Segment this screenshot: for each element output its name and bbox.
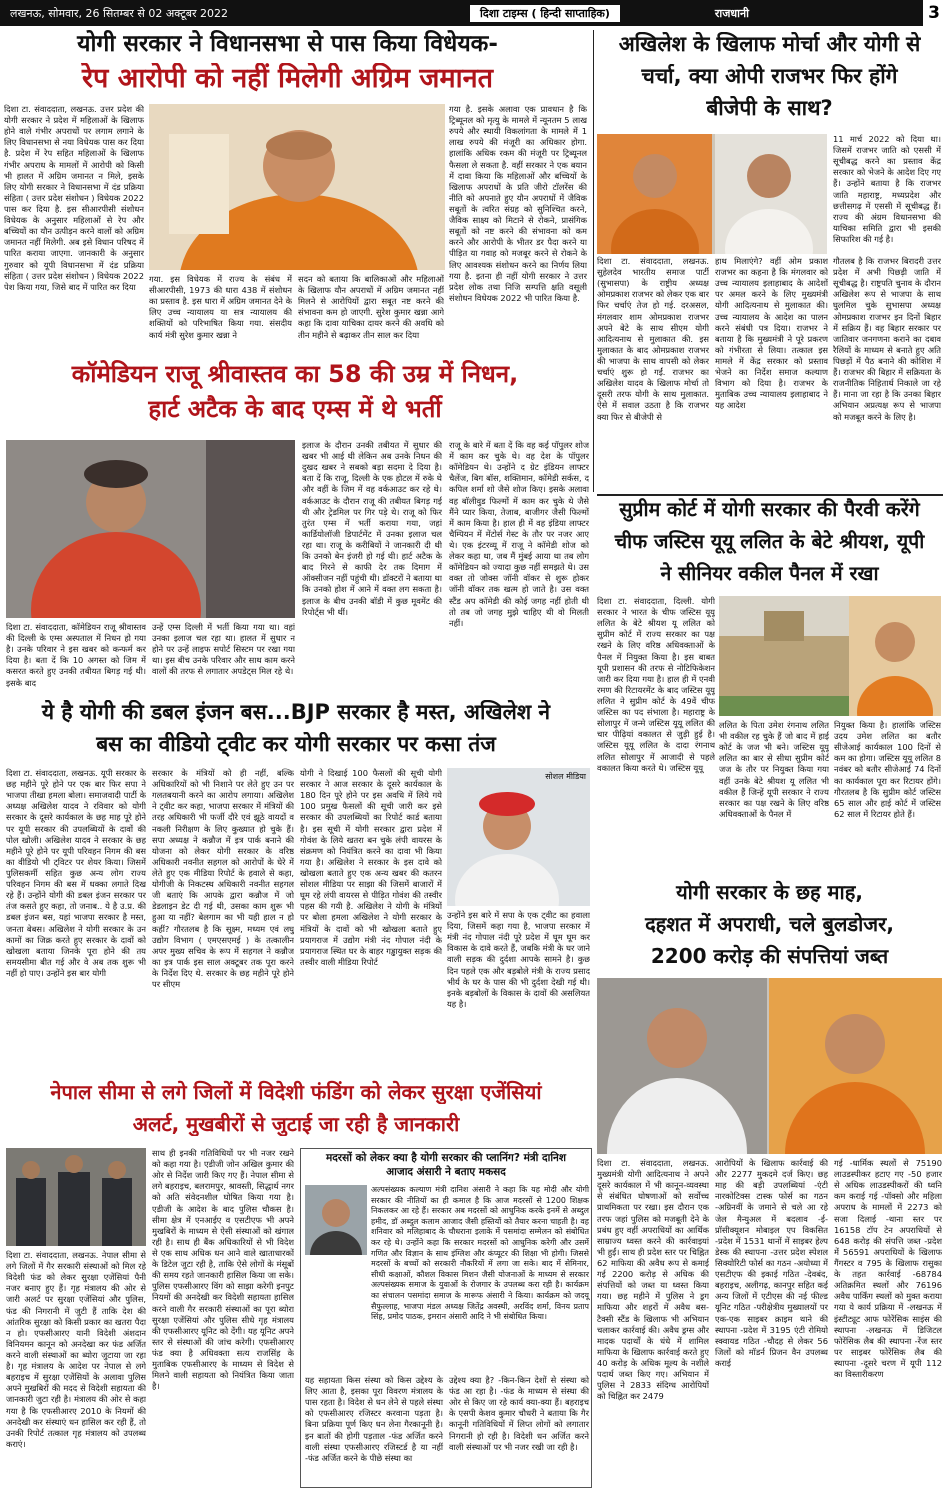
nia-officers-photo-icon [6,1148,146,1246]
masthead: दिशा टाइम्स ( हिन्दी साप्ताहिक) [470,5,620,22]
yogi-portrait-icon [149,104,445,270]
story3-photo [6,440,295,618]
story3-headline-1: कॉमेडियन राजू श्रीवास्तव का 58 की उम्र में निधन, [71,360,519,388]
story1-photo [149,104,445,270]
story1-headline-1: योगी सरकार ने विधानसभा से पास किया विधेयक- [77,31,498,57]
story4-column-1: दिशा टा. संवाददाता, दिल्ली. योगी सरकार ने भारत के चीफ जस्टिस यूयू ललित के बेटे श्रीयश यू ललित को सुप्रीम कोर्ट में राज्य सरकार का पक्ष रखने के लिए वरिष्ठ अधिवक्ताओं के पैनल में नियुक्त किया है। इस बाबत यूपी प्रशासन की तरफ से नोटिफिकेशन जारी कर दिया गया है। हाल ही में एनवी रमण की रिटायरमेंट के बाद जस्टिस यूयू ललित ने सुप्रीम कोर्ट के 49वें चीफ जस्टिस का पद संभाला है। महाराष्ट्र के सोलापुर में जन्मे जस्टिस यूयू ललित की चार पीढ़ियां वकालत से जुड़ी हुई है। जस्टिस यूयू ललित के दादा रंगनाथ ललित सोलापुर में आजादी से पहले वकालत किया करते थे। जस्टिस यूयू [597,596,715,773]
story2-headline-2: चर्चा, क्या ओपी राजभर फिर होंगे [641,64,898,88]
story8-column-1: यह सहायता किस संस्था को किस उद्देश्य के लिए आता है, इसका पूरा विवरण मंत्रालय के पास रहता है। विदेश से धन लेने से पहले संस्था को एफसीआरए रजिस्टर करवाना पड़ता है। बिना प्रक्रिया पूर्ण किए धन लेना गैरकानूनी है। इन बातों की होगी पड़ताल -फंड अर्जित करने वाली संस्था एफसीआरए रजिस्टर्ड है या नहीं -फंड अर्जित करने के पीछे संस्था का [305,1375,443,1463]
story2-headline-3: बीजेपी के साथ? [706,96,833,120]
story7-headline-2: अलर्ट, मुखबीरों से जुटाई जा रही है जानकारी [132,1112,460,1136]
story3-column-2: उन्हें एम्स दिल्ली में भर्ती किया गया था। वहां उनका इलाज चल रहा था। हालत में सुधार न होने पर उन्हें लाइफ सपोर्ट सिस्टम पर रखा गया था। इस बीच उनके परिवार और साथ काम करने वालों की तरफ से लगातार अपडेट्स मिल रहे थे। [152,622,295,677]
story5-photo [447,768,590,906]
story6-photo [597,978,942,1154]
bulldozer-photo-icon [597,978,942,1154]
story1-column-1: दिशा टा. संवाददाता, लखनऊ. उत्तर प्रदेश की योगी सरकार ने प्रदेश में महिलाओं के खिलाफ होने वाले गंभीर अपराधों पर लगाम लगाने के लिए विधानसभा से नया विधेयक पास कर दिया है. प्रदेश में रेप सहित महिलाओं के खिलाफ गंभीर अपराध के मामलों में आरोपी को किसी भी हालत में अग्रिम जमानत न मिले, इसके लिए योगी सरकार ने विधानसभा में दंड प्रक्रिया संहिता ( उत्तर प्रदेश संशोधन ) विधेयक 2022 पास कर दिया है. इस सीआरपीसी संशोधन विधेयक के अनुसार महिलाओं से रेप और बच्चियों का यौन उत्पीड़न करने वालों को अग्रिम जमानत नहीं मिलेगी. अब इसे विधान परिषद में पारित कराया जाएगा. जानकारी के अनुसार गुरुवार को यूपी विधानसभा में दंड प्रक्रिया संहिता ( उत्तर प्रदेश संशोधन ) विधेयक 2022 पेश किया गया, जिसे बाद में पारित कर दिया [4,104,144,292]
masthead-bar [0,0,945,26]
story4-headline-3: ने सीनियर वकील पैनल में रखा [660,562,879,585]
story3-column-1: दिशा टा. संवाददाता, कॉमेडियन राजू श्रीवास्तव की दिल्ली के एम्स अस्पताल में निधन हो गया है। उनके परिवार ने इस खबर को कन्फर्म कर दिया है। बता दें कि 10 अगस्त को जिम में कसरत करते हुए उनकी तबीयत बिगड़ गई थी। इसके बाद [6,622,146,688]
story4-headline-2: चीफ जस्टिस यूयू ललित के बेटे श्रीयश, यूपी [614,530,925,553]
story7-column-2: साथ ही इनकी गतिविधियों पर भी नजर रखने को कहा गया है। एडीजी जोन अखिल कुमार की ओर से निर्देश जारी किए गए हैं। नेपाल सीमा से लगे बहराइच, बलरामपुर, श्रावस्ती, सिद्धार्थ नगर को अति संवेदनशील घोषित किया गया है। एडीजी के आदेश के बाद पुलिस चौकस है। सीमा क्षेत्र में एनआईए व एसटीएफ भी अपने मुखबिरों के माध्यम से ऐसी संस्थाओं को खंगाल रही है। साथ ही बैंक अधिकारियों से भी विदेश से एक साथ अधिक धन आने वाले खाताधारकों के डिटेल जुटा रही है, ताकि ऐसे लोगों के मंसूबों की समय रहते जानकारी हासिल किया जा सके। पुलिस एफसीआरए विंग को साझा करेगी इनपुट नियमों की अनदेखी कर विदेशी सहायता हासिल करने वाली गैर सरकारी संस्थाओं का पूरा ब्योरा सुरक्षा एजेंसियां और पुलिस सीधे गृह मंत्रालय की एफसीआरए यूनिट को देंगी। यह यूनिट अपने स्तर से संस्थाओं की जांच करेगी। एफसीआरए फंड क्या है अधिवक्ता सत्य राजसिंह के मुताबिक एफसीआरए के माध्यम से विदेश से मिलने वाली सहायता को नियंत्रित किया जाता है। [152,1148,294,1392]
story8-lead: अल्पसंख्यक कल्याण मंत्री दानिश अंसारी ने कहा कि यह मोदी और योगी सरकार की नीतियों का ही कमाल है कि आज मदरसों से 1200 शिक्षक निकलकर आ रहे हैं। सरकार अब मदरसों को आधुनिक करके इनमें से अब्दुल हमीद, डॉ अब्दुल कलाम आजाद जैसी हस्तियों को तैयार करना चाहती है। वह शनिवार को मलिहाबाद के चौधराना इलाके में पसमांदा सम्मेलन को संबोधित कर रहे थे। उन्होंने कहा कि सरकार मदरसों को आधुनिक करेगी और उसमें गणित और विज्ञान के साथ इंग्लिश और कंप्यूटर की शिक्षा भी होगी। जिससे मदरसों के बच्चों को सरकारी नौकरियों में लगा जा सके। बाद में सेमिनार, सीधी कक्षाओं, कौशल विकास मिशन जैसी योजनाओं के माध्यम से सरकार अल्पसंख्यक समाज के युवाओं के रोजगार के उपलब्ध करा रही है। कार्यक्रम का संचालन पसमांदा समाज के मारूफ अंसारी ने किया। कार्यक्रम को जदयू सैफुल्लाह, भाजपा मंडल अध्यक्ष जितेंद्र अवस्थी, अरविंद शर्मा, विनय प्रताप सिंह, प्रमोद पाठक, इमरान अंसारी आदि ने भी संबोधित किया। [371,1185,589,1322]
story5-headline-1: ये है योगी की डबल इंजन बस...BJP सरकार है मस्त, अखिलेश ने [41,700,551,724]
story6-headline-2: दहशत में अपराधी, चले बुलडोजर, [645,912,894,936]
column-divider [593,30,594,492]
story1-column-4: गया है. इसके अलावा एक प्रावधान है कि ट्रिब्यूनल को मृत्यु के मामले में न्यूनतम 5 लाख रुपये और स्थायी विकलांगता के मामले में 1 लाख रुपये की मंजूरी का अधिकार होगा. हालांकि अधिक रकम की मंजूरी पर ट्रिब्यूनल फैसला ले सकता है. वहीं सरकार ने एक बयान में दावा किया कि महिलाओं और बच्चियों के खिलाफ अपराधों के प्रति जीरो टॉलरेंस की नीति को अपनाते हुए यौन अपराधों में जैविक सबूतों के त्वरित संग्रह को सुनिश्चित करने, जैविक साक्ष्य को मिटाने से रोकने, प्रासंगिक सबूतों को नष्ट करने की संभावना को कम करने और आरोपी के भीतर डर पैदा करने या पीड़ित या गवाह को मजबूर करने से रोकने के लिए आवश्यक संशोधन करने का निर्णय लिया गया है. इतना ही नहीं योगी सरकार ने उत्तर प्रदेश लोक तथा निजि सम्पत्ति क्षति वसूली संशोधन विधेयक 2022 भी पारित किया है. [449,104,587,303]
page-number: 3 [923,0,945,26]
story4-photo [719,596,941,716]
photo-credit: सोशल मीडिया [545,772,586,781]
story7-column-1: दिशा टा. संवाददाता, लखनऊ. नेपाल सीमा से लगे जिलों में गैर सरकारी संस्थाओं को मिल रहे विदेशी फंड को लेकर सुरक्षा एजेंसियां पैनी नजर बनाए हुए हैं। गृह मंत्रालय की ओर से जारी अलर्ट पर सुरक्षा एजेंसियां और पुलिस, फंड की निगरानी में जुटी हैं ताकि देश की आंतरिक सुरक्षा को किसी प्रकार का खतरा पैदा न हो। एफसीआरए यानी विदेशी अंशदान विनियमन कानून को अनदेखा कर फंड अर्जित करने वाली संस्थाओं का ब्योरा जुटाया जा रहा है। गृह मंत्रालय के आदेश पर नेपाल से लगे बहराइच में सुरक्षा एजेंसियों के अलावा पुलिस अपने मुखबिरों की मदद से विदेशी सहायता की जानकारी जुटा रही है। मंत्रालय की ओर से कहा गया है कि एफसीआरए 2010 के नियमों की अनदेखी कर संस्थाएं धन हासिल कर रही हैं, तो उनकी रिपोर्ट तत्काल गृह मंत्रालय को उपलब्ध कराएं। [6,1250,146,1449]
leaders-photo-icon [597,134,827,254]
story6-column-3: गई -धार्मिक स्थलों से 75190 लाउडस्पीकर हटाए गए -50 हजार से अधिक लाउडस्पीकरों की ध्वनि कम कराई गई -पॉक्सो और महिला अपराध के मामलों में 2273 को सजा दिलाई -थाना स्तर पर 16158 टॉप टेन अपराधियों से 648 करोड़ की संपत्ति जब्त -प्रदेश में 56591 अपराधियों के खिलाफ गैंगस्टर व 795 के खिलाफ रासुका के तहत कार्रवाई -68784 अतिक्रमित स्थलों और 76196 अवैध पार्किंग स्थलों को मुक्त कराया गया ये कार्य प्रक्रिया में -लखनऊ में इंस्टीट्यूट आफ फोरेंसिक साइंस की स्थापना -लखनऊ में डिजिटल फोरेंसिक लैब की स्थापना -रेंज स्तर पर साइबर फोरेंसिक लैब की स्थापना -दूसरे चरण में यूपी 112 का विस्तारीकरण [834,1158,942,1380]
story7-headline-1: नेपाल सीमा से लगे जिलों में विदेशी फंडिंग को लेकर सुरक्षा एजेंसियां [50,1080,542,1104]
story2-column-1: दिशा टा. संवाददाता, लखनऊ. सुहेलदेव भारतीय समाज पार्टी (सुभासपा) के राष्ट्रीय अध्यक्ष ओमप्रकाश राजभर को लेकर एक बार फिर चर्चाएं तेज हो गई. दरअसल, मंगलवार शाम ओमप्रकाश राजभर अपने बेटे के साथ सीएम योगी आदित्यनाथ से मुलाकात की. इस मुलाकात के बाद ओमप्रकाश राजभर की भाजपा के साथ वापसी को लेकर चर्चाएं शुरू हो गईं. राजभर का अखिलेश यादव के खिलाफ मोर्चा तो दूसरी तरफ योगी के साथ मुलाकात. ऐसे में सवाल उठता है कि राजभर क्या फिर से बीजेपी से [597,256,709,422]
section-name: राजधानी [714,6,749,20]
story4-headline-1: सुप्रीम कोर्ट में योगी सरकार की पैरवी करेंगे [619,498,920,521]
story8-column-2: उद्देश्य क्या है? -किन-किन देशों से संस्था को फंड आ रहा है। -फंड के माध्यम से संस्था की ओर से किए जा रहे कार्य क्या-क्या हैं। बहराइच के एसपी केशव कुमार चौधरी ने बताया कि गैर कानूनी गतिविधियों में लिप्त लोगों को लगातार निगरानी हो रही है। विदेशी धन अर्जित करने वाली संस्थाओं पर भी नजर रखी जा रही है। [449,1375,589,1452]
story3-column-4: राजू के बारे में बता दें कि वह कई पॉपुलर शोज में काम कर चुके थे। वह देश के पॉपुलर कॉमेडियन थे। उन्होंने द ग्रेट इंडियन लाफ्टर चैलेंज, बिग बॉस, शक्तिमान, कॉमेडी सर्कस, द कपिल शर्मा शो जैसे शोज किए। इसके अलावा वह बॉलीवुड फिल्मों में काम कर चुके थे जैसे मैंने प्यार किया, तेजाब, बाजीगर जैसी फिल्मों में काम किया है। हाल ही में वह इंडिया लाफ्टर चैम्पियन में मेंटोर्स गेस्ट के तौर पर नजर आए थे। एक इंटरव्यू में राजू ने कॉमेडी शोज को लेकर कहा था, जब मैं मुंबई आया था तब लोग कॉमेडियन को ज्यादा कुछ नहीं समझते थे। उस वक्त तो जोक्स जॉनी वॉकर से शुरू होकर जॉनी वॉकर तक खत्म हो जाते है। उस वक्त स्टैंड अप कॉमेडी की कोई जगह नहीं होती थी तो तब जो जगह मुझे चाहिए थी वो मिलती नहीं। [449,440,589,628]
story4-column-3: नियुक्त किया है। हालांकि जस्टिस उदय उमेश ललित का बतौर सीजेआई कार्यकाल 100 दिनों से कम का होगा। जस्टिस यूयू ललित 8 नवंबर को बतौर सीजेआई 74 दिनों का कार्यकाल पूरा कर रिटायर होंगे। गौरतलब है कि सुप्रीम कोर्ट जस्टिस 65 साल और हाई कोर्ट में जस्टिस 62 साल में रिटायर होते हैं। [834,720,941,819]
madrasa-story-box [300,1148,592,1488]
story2-column-2: हाथ मिलाएंगे? वहीं ओम प्रकाश राजभर का कहना है कि मंगलवार को उच्च न्यायालय इलाहाबाद के आदेशों पर अमल करने के लिए मुख्यमंत्री योगी आदित्यनाथ से मुलाकात की। उच्च न्यायालय के आदेश का पालन करने संबंधी पत्र दिया। राजभर ने बताया है कि मुख्यमंत्री ने पूरे प्रकरण को गंभीरता से लिया। तत्काल इस मामले में केंद्र सरकार को प्रस्ताव भेजने का निर्देश समाज कल्याण विभाग को दिया है। राजभर के मुताबिक उच्च न्यायालय इलाहाबाद ने यह आदेश [715,256,828,411]
story5-column-4: उन्होंने इस बारे में सपा के एक ट्वीट का हवाला दिया, जिसमें कहा गया है, भाजपा सरकार में मंत्री नंद गोपाल नंदी पूरे प्रदेश में घूम घूम कर विकास के दावे करते हैं, जबकि मंत्री के घर जाने वाली सड़क की दुर्दशा आपके सामने है। कुछ दिन पहले एक और बड़बोले मंत्री के राज्य प्रसाद भीर्य के घर के पास की भी दुर्दशा देखी गई थी। इनके बड़बोलों के विकास के दावों की असलियत यह है। [447,910,590,1009]
section-rule [597,494,943,496]
story6-column-1: दिशा टा. संवाददाता, लखनऊ. मुख्यमंत्री योगी आदित्यनाथ ने अपने दूसरे कार्यकाल में भी कानून-व्यवस्था से संबंधित घोषणाओं को सर्वोच्च प्राथमिकता पर रखा। इस दौरान एक तरफ जहां पुलिस को मजबूती देने के प्रबंध हुए वहीं अपराधियों का आर्थिक साम्राज्य ध्वस्त करने की कार्रवाइयां भी हुईं। साथ ही प्रदेश स्तर पर चिह्नित 62 माफिया की अवैध रूप से कमाई गई 2200 करोड़ से अधिक की संपत्तियों को जब्त या ध्वस्त किया गया। छह महीने में पुलिस ने ड्रग माफिया और शहरों में अवैध बस-टैक्सी स्टैंड के खिलाफ भी अभियान चलाकर कार्रवाई की। अवैध ड्रग्स और मादक पदार्थों के धंधे में शामिल माफिया के खिलाफ कार्रवाई करते हुए 40 करोड़ के अधिक मूल्य के नशीले पदार्थ जब्त किए गए। अभियान में पुलिस ने 2833 संदिग्ध आरोपियों को चिह्नित कर 2479 [597,1158,709,1402]
story1-column-3: सदन को बताया कि बालिकाओं और महिलाओं के खिलाफ यौन अपराधों में अग्रिम जमानत नहीं मिलने से आरोपियों द्वारा सबूत नष्ट करने की संभावना कम हो जाएगी. सुरेश कुमार खन्ना आगे कहा कि दावा याचिका दायर करने की अवधि को तीन महीने से बढ़ाकर तीन साल कर दिया [298,274,444,340]
story2-column-3: गौतलब है कि राजभर बिरादरी उत्तर प्रदेश में अभी पिछड़ी जाति में सूचीबद्ध है। राष्ट्रपति चुनाव के दौरान अखिलेश रूप से भाजपा के साथ घुलमिल चुके सुभासपा अध्यक्ष ओमप्रकाश राजभर इन दिनों बिहार में सक्रिय हैं। वह बिहार सरकार पर जातिवार जनगणना कराने का दबाव रैलियों के माध्यम से बनाते हुए अति पिछड़ों में पैठ बनाने की कोशिश में हैं। राजभर की बिहार में सक्रियता के राजनीतिक निहितार्थ निकाले जा रहे हैं। माना जा रहा है कि उनका बिहार अभियान अप्रत्यक्ष रूप से भाजपा को मजबूत करने के लिए है। [833,256,941,422]
minister-photo [305,1185,367,1255]
story3-column-3: इलाज के दौरान उनकी तबीयत में सुधार की खबर भी आई थी लेकिन अब उनके निधन की दुखद खबर ने सबको बड़ा सदमा दे दिया है। बता दें कि राजू, दिल्ली के एक होटल में रुके थे और वहीं के जिम में वह वर्कआउट कर रहे थे। वर्कआउट के दौरान राजू की तबीयत बिगड़ गई थी और ट्रेडमिल पर गिर पड़े थे। राजू को फिर तुरंत एम्स में भर्ती कराया गया, जहां कार्डियोलॉजी डिपार्टमेंट में उनका इलाज चल रहा था। राजू के करीबियों ने जानकारी दी थी कि उनको बेन इंजरी हो गई थी। हार्ट अटैक के बाद गिरने से काफी देर तक दिमाग में ऑक्सीजन नहीं पहुंची थी। डॉक्टरों ने बताया था कि उनको होश में आने में वक्त लग सकता है। इलाज के बीच उनकी बॉडी में कुछ मूवमेंट की रिपोर्ट्स भी थीं। [302,440,442,617]
comedian-photo-icon [6,440,295,618]
story2-photo [597,134,827,254]
story6-headline-1: योगी सरकार के छह माह, [676,880,863,904]
story2-headline-1: अखिलेश के खिलाफ मोर्चा और योगी से [618,32,921,56]
issue-date: लखनऊ, सोमवार, 26 सितम्बर से 02 अक्टूबर 2022 [10,6,229,20]
supreme-court-photo-icon [719,596,941,716]
story5-column-3: योगी ने दिखाई 100 फैसलों की सूची योगी सरकार ने आज सरकार के दूसरे कार्यकाल के 180 दिन पूरे होने पर इस अवधि में लिये गये 100 प्रमुख फैसलों की सूची जारी कर इसे सरकार की उपलब्धियों का रिपोर्ट कार्ड बताया है। इस सूची में योगी सरकार द्वारा प्रदेश में गोवंश के लिये खतरा बन चुके लंपी वायरस के संक्रमण को नियंत्रित करने का दावा भी किया गया है। अखिलेश ने सरकार के इस दावे को खोखला बताते हुए एक अन्य खबर की कतरन सोशल मीडिया पर साझा की जिसमें बाजारों में घूम रहे लंपी वायरस से पीड़ित गोवंश की तस्वीर पहस की गयी है. अखिलेश ने योगी के मंत्रियों पर बोला हमला अखिलेश ने योगी सरकार के मंत्रियों के दावों को भी खोखला बताते हुए प्रयागराज में उद्योग मंत्री नंद गोपाल नंदी के प्रयागराज स्थित घर के बाहर गड्ढायुक्त सड़क की तस्वीर वाली मीडिया रिपोर्ट [300,768,442,967]
story8-headline-2: आजाद अंसारी ने बताए मकसद [386,1166,506,1178]
story3-headline-2: हार्ट अटैक के बाद एम्स में थे भर्ती [148,395,442,423]
story8-headline-1: मदरसों को लेकर क्या है योगी सरकार की प्लानिंग? मंत्री दानिश [325,1152,567,1164]
story1-column-2: गया. इस विधेयक में राज्य के संबंध में सीआरपीसी, 1973 की धारा 438 में संशोधन का प्रस्ताव है. इस धारा में अग्रिम जमानत देने के लिए उच्च न्यायालय या सत्र न्यायालय की शक्तियों को परिभाषित किया गया. संसदीय कार्य मंत्री सुरेश कुमार खन्ना ने [149,274,292,340]
minister-portrait-icon [305,1185,367,1255]
story6-headline-3: 2200 करोड़ की संपत्तियां जब्त [650,944,889,968]
story5-column-2: सरकार के मंत्रियों को ही नहीं, बल्कि अधिकारियों को भी निशाने पर लेते हुए उन पर गलतबयानी करने का आरोप लगाया। अखिलेश ने ट्वीट कर कहा, भाजपा सरकार में मंत्रियों की तरह अधिकारी भी फर्जी दौरे एवं झूठे वायदों व नकली निरीक्षण के लिए कुख्यात हो चुके हैं। सपा अध्यक्ष ने कन्नौज में इत्र पार्क बनाने की योजना को लेकर योगी सरकार के वरिष्ठ अधिकारी नवनीत सहगल को आरोपों के घेरे में लेते हुए एक मीडिया रिपोर्ट के हवाले से कहा, योगीजी के निकटस्थ अधिकारी नवनीत सहगल जी बताएं कि आपके द्वारा कन्नौज में जो डेडलाइन डेट दी गई थी, उसका काम शुरू भी हुआ या नहीं? बेलगाम का भी यही हाल न हो कहीं? गौरतलब है कि सूक्ष्म, मध्यम एवं लघु उद्योग विभाग ( एमएसएमई ) के तत्कालीन अपर मुख्य सचिव के रूप में सहगल ने कन्नौज का इत्र पार्क इस साल अक्टूबर तक पूरा करने के निर्देश दिए थे. सरकार के छह महीने पूरे होने पर सीएम [152,768,294,990]
story5-headline-2: बस का वीडियो ट्वीट कर योगी सरकार पर कसा तंज [96,732,496,756]
story1-headline-2: रेप आरोपी को नहीं मिलेगी अग्रिम जमानत [82,63,493,94]
story6-column-2: आरोपियों के खिलाफ कार्रवाई की और 2277 मुकदमे दर्ज किए। छह माह की बड़ी उपलब्धियां -एंटी नारकोटिक्स टास्क फोर्स का गठन -अग्रिनवीं के जमाने से चले आ रहे जेल मैन्युअल में बदलाव -ई-प्रॉसीक्यूशन मोबाइल एप विकसित -प्रदेश में 1531 थानों में साइबर हेल्प डेस्क की स्थापना -उत्तर प्रदेश स्पेशल सिक्योरिटी फोर्स का गठन -अयोध्या में एसटीएफ की इकाई गठित -देवबंद, बहराइच, अलीगढ़, कानपुर सहित कई अन्य जिलों में एटीएस की नई फील्ड यूनिट गठित -परीक्षेत्रीय मुख्यालयों पर एक-एक साइबर क्राइम थाने की स्थापना -प्रदेश में 3195 एंटी रोमियो स्क्वायड गठित -चौदह से लेकर 56 जिलों को मॉडर्न प्रिजन वैन उपलब्ध कराई [715,1158,828,1368]
akhilesh-photo-icon [447,768,590,906]
story7-photo [6,1148,146,1246]
story2-column-top: 11 मार्च 2022 को दिया था। जिसमें राजभर जाति को एससी में सूचीबद्ध करने का प्रस्ताव केंद्र सरकार को भेजने के आदेश दिए गए हैं। उन्होंने बताया है कि राजभर जाति महाराष्ट्र, मध्यप्रदेश और छत्तीसगढ़ में एससी में सूचीबद्ध हैं। राज्य की अंग्रम विधानसभा की याचिका समिति द्वारा भी इसकी सिफारिश की गई है। [833,134,941,244]
story5-column-1: दिशा टा. संवाददाता, लखनऊ. यूपी सरकार के छह महीने पूरे होने पर एक बार फिर सपा ने भाजपा तीखा हमला बोला। समाजवादी पार्टी के अध्यक्ष अखिलेश यादव ने रविवार को योगी सरकार के दूसरे कार्यकाल के छह माह पूरे होने पर यूपी सरकार की उपलब्धियों के दावों की पोल खोली। अखिलेश यादव ने सरकार के छह महीने पूरे होने पर यूपी परिवहन निगम की बस का वीडियो भी ट्विटर पर शेयर किया। जिसमें पुलिसकर्मी सहित कुछ अन्य लोग राज्य परिवहन निगम की बस में धक्का लगाते दिख रहे हैं। उन्होंने योगी की डबल इंजन सरकार पर तंज कसते हुए कहा, तो जनाब.. ये है उ.प्र. की डबल इंजन बस, यहां भाजपा सरकार है मस्त, जनता बेबस। अखिलेश ने योगी सरकार के उन कामों का जिक्र करते हुए सरकार के दावों को खोखला बताया जिनके पूरा होने की तय समयसीमा बीत गई और वे अब तक शुरू भी नहीं हो पाए। उन्होंने इस बार योगी [6,768,146,978]
story4-column-2: ललित के पिता उमेश रंगनाथ ललित भी वकील रह चुके हैं जो बाद में हाई कोर्ट के जज भी बने। जस्टिस यूयू ललित का बार से सीधा सुप्रीम कोर्ट जज के तौर पर नियुक्त किया गया वहीं उनके बेटे श्रीयश यू ललित भी वकील हैं जिन्हें यूपी सरकार ने राज्य सरकार का पक्ष रखने के लिए वरिष्ठ अधिवक्ताओं के पैनल में [719,720,829,819]
